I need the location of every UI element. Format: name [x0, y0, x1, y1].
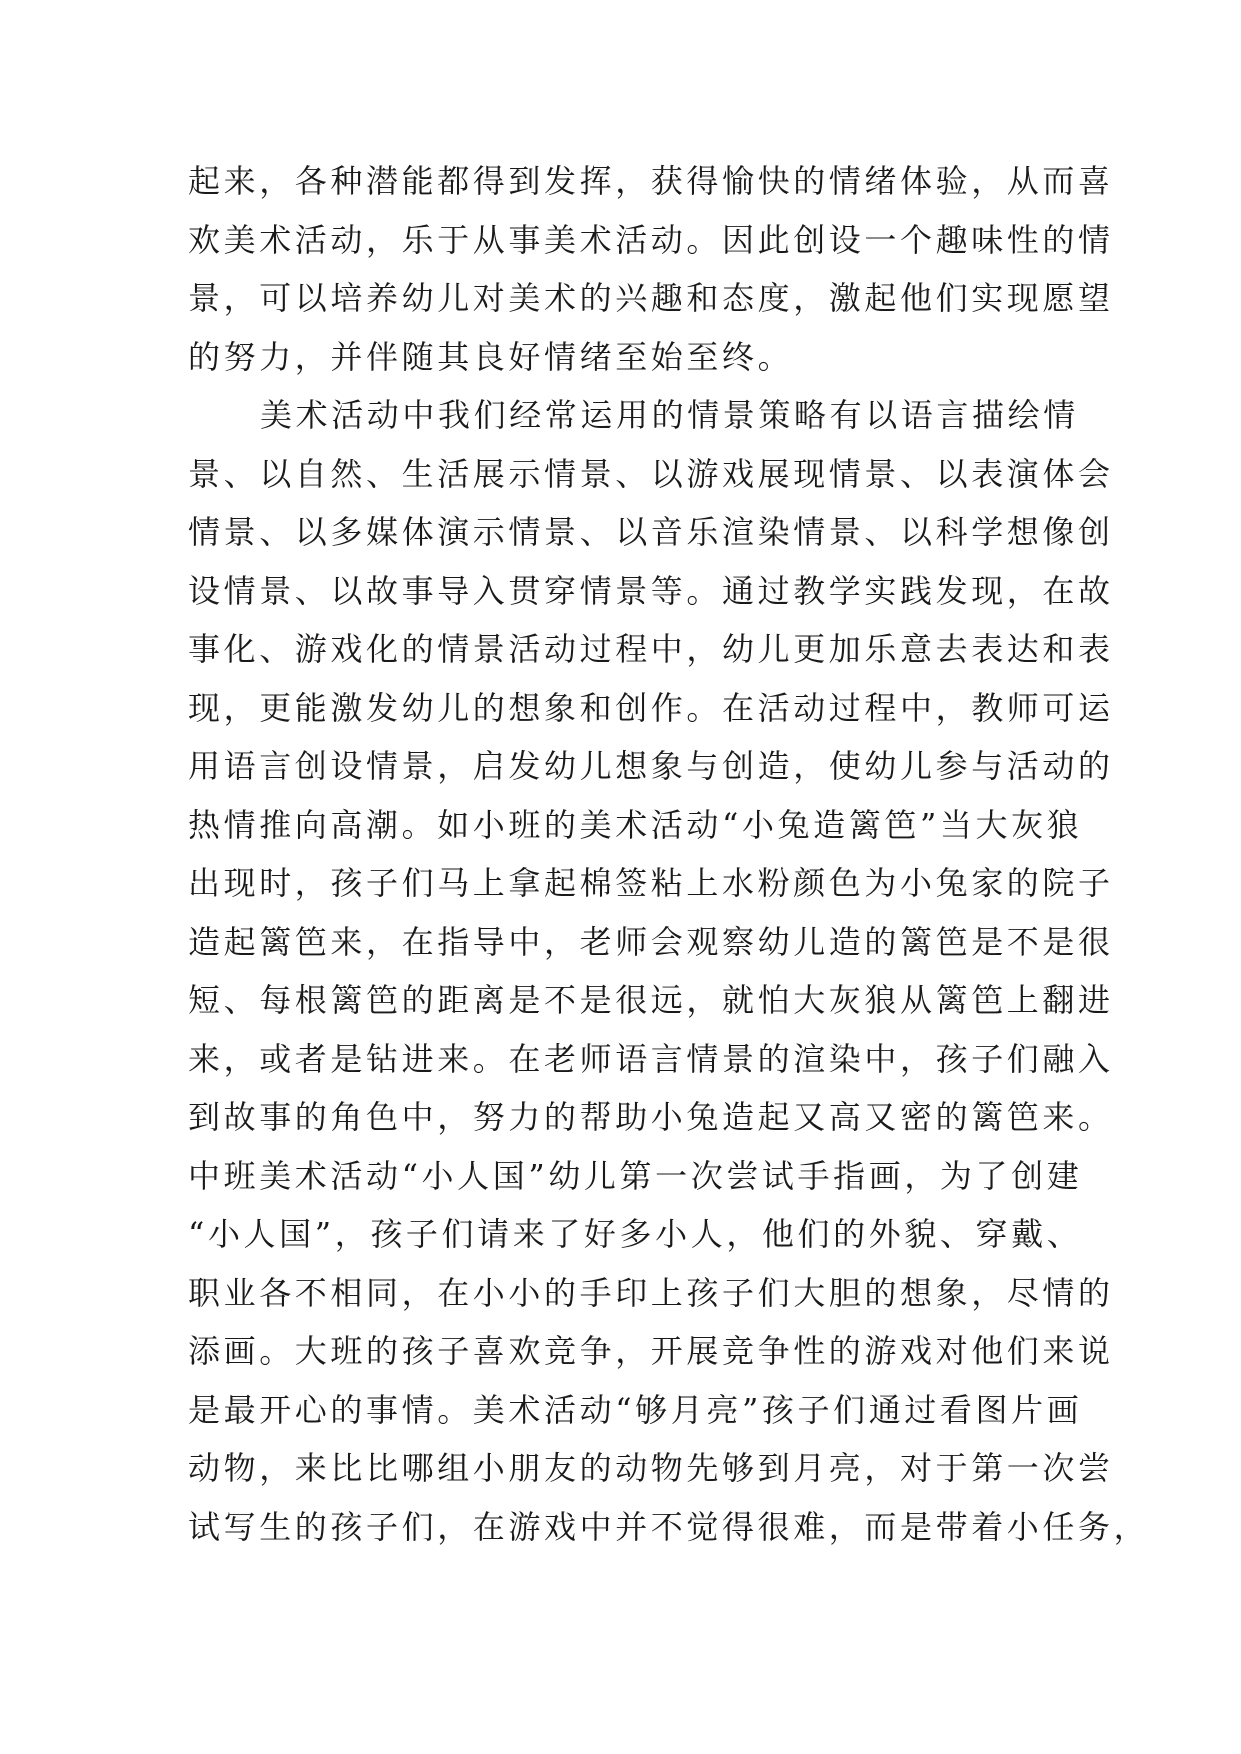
text-line: 职业各不相同，在小小的手印上孩子们大胆的想象，尽情的	[188, 1273, 1114, 1312]
text-line: 情景、以多媒体演示情景、以音乐渲染情景、以科学想像创	[188, 513, 1114, 551]
text-line: 造起篱笆来，在指导中，老师会观察幼儿造的篱笆是不是很	[188, 922, 1114, 961]
text-line: 的努力，并伴随其良好情绪至始至终。	[188, 337, 794, 376]
text-line: 中班美术活动“小人国”幼儿第一次尝试手指画，为了创建	[188, 1156, 1083, 1195]
text-line: 事化、游戏化的情景活动过程中，幼儿更加乐意去表达和表	[188, 630, 1114, 668]
body-text	[188, 152, 1150, 1556]
text-line: 景，可以培养幼儿对美术的兴趣和态度，激起他们实现愿望	[188, 279, 1114, 317]
text-line: 现，更能激发幼儿的想象和创作。在活动过程中，教师可运	[188, 688, 1114, 727]
text-line: 欢美术活动，乐于从事美术活动。因此创设一个趣味性的情	[188, 220, 1114, 259]
text-line: 热情推向高潮。如小班的美术活动“小兔造篱笆”当大灰狼	[188, 805, 1083, 844]
text-line: 出现时，孩子们马上拿起棉签粘上水粉颜色为小兔家的院子	[188, 864, 1114, 902]
paragraph-first-line: 美术活动中我们经常运用的情景策略有以语言描绘情	[260, 396, 1079, 434]
text-line: “小人国”，孩子们请来了好多小人，他们的外貌、穿戴、	[188, 1215, 1083, 1253]
text-line: 景、以自然、生活展示情景、以游戏展现情景、以表演体会	[188, 454, 1114, 493]
text-line: 用语言创设情景，启发幼儿想象与创造，使幼儿参与活动的	[188, 747, 1114, 785]
text-line: 是最开心的事情。美术活动“够月亮”孩子们通过看图片画	[188, 1390, 1083, 1429]
text-line: 试写生的孩子们，在游戏中并不觉得很难，而是带着小任务，	[188, 1507, 1150, 1546]
text-line: 来，或者是钻进来。在老师语言情景的渲染中，孩子们融入	[188, 1039, 1114, 1078]
text-line: 设情景、以故事导入贯穿情景等。通过教学实践发现，在故	[188, 571, 1114, 610]
text-line: 动物，来比比哪组小朋友的动物先够到月亮，对于第一次尝	[188, 1449, 1114, 1487]
text-line: 到故事的角色中，努力的帮助小兔造起又高又密的篱笆来。	[188, 1098, 1114, 1136]
text-line: 短、每根篱笆的距离是不是很远，就怕大灰狼从篱笆上翻进	[188, 981, 1114, 1019]
text-line: 添画。大班的孩子喜欢竞争，开展竞争性的游戏对他们来说	[188, 1332, 1114, 1370]
text-line: 起来，各种潜能都得到发挥，获得愉快的情绪体验，从而喜	[188, 162, 1114, 200]
